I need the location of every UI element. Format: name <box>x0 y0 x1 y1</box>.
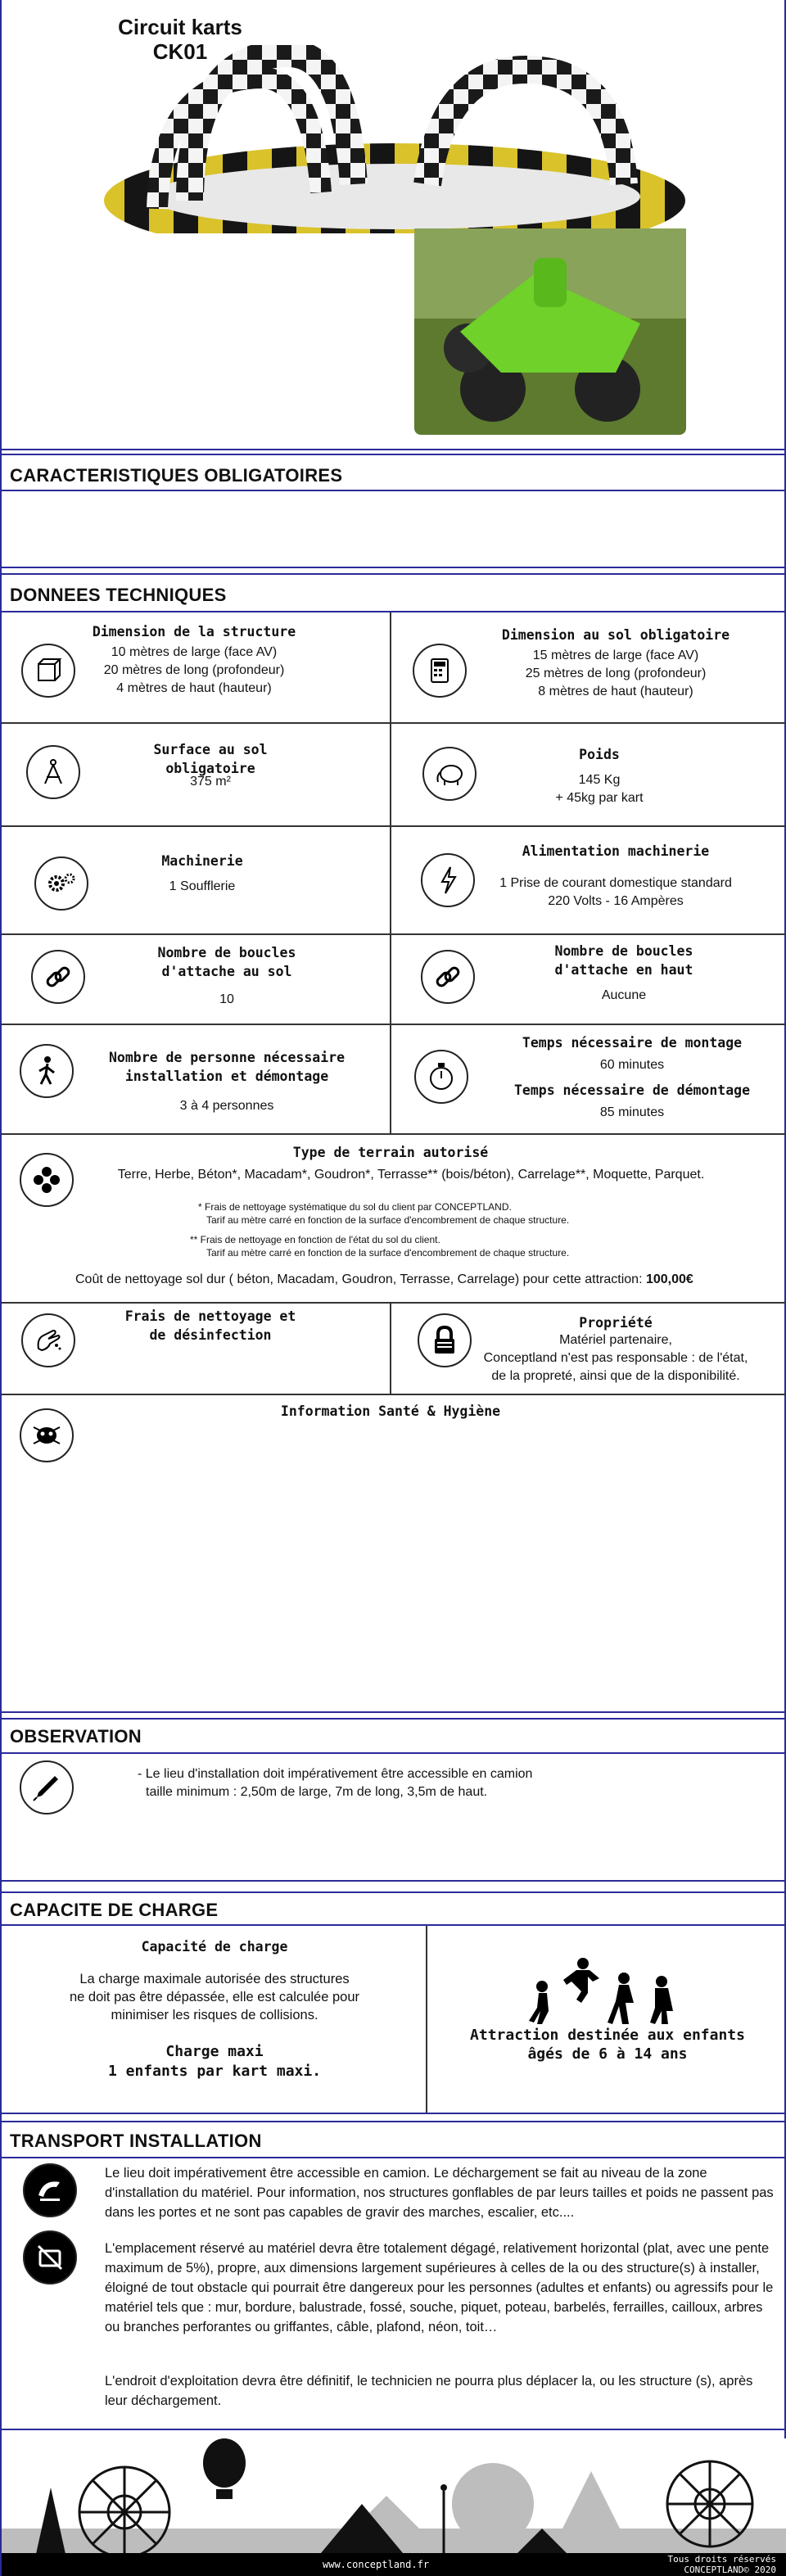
footer-rights-l2: CONCEPTLAND© 2020 <box>684 2565 776 2575</box>
alimentation-title: Alimentation machinerie <box>522 843 710 859</box>
propriete-l2: Conceptland n'est pas responsable : de l'état, <box>483 1351 748 1365</box>
boucles-sol-title-l1: Nombre de boucles <box>157 945 296 960</box>
dimension-sol-text <box>477 647 755 701</box>
alimentation-voltage: 220 Volts - 16 Ampères <box>548 894 684 908</box>
attraction-l2: âgés de 6 à 14 ans <box>527 2045 688 2063</box>
cout-nettoyage <box>75 1272 693 1287</box>
alimentation-text <box>477 874 755 911</box>
montage-value: 60 minutes <box>599 1058 665 1072</box>
dimension-structure-width: 10 mètres de large (face AV) <box>111 645 278 659</box>
capacite-title: Capacité de charge <box>141 1939 288 1955</box>
attraction-age <box>444 2026 771 2063</box>
frais-title-l2: de désinfection <box>149 1327 272 1343</box>
title-line-2: CK01 <box>152 39 208 64</box>
machinerie-value: 1 Soufflerie <box>169 879 236 893</box>
poids-value: 145 Kg <box>578 773 621 787</box>
personnes-title-l2: installation et démontage <box>124 1069 329 1084</box>
footer-url[interactable]: www.conceptland.fr <box>323 2559 430 2570</box>
observation-line-2: taille minimum : 2,50m de large, 7m de long, 3,5m de haut. <box>146 1785 488 1799</box>
surface-title: Surface au sol obligatoire <box>153 742 268 776</box>
capacite-l1: La charge maximale autorisée des structures <box>79 1972 350 1986</box>
dimension-sol-title: Dimension au sol obligatoire <box>501 627 730 643</box>
attraction-l1: Attraction destinée aux enfants <box>470 2027 745 2044</box>
title-line-1: Circuit karts <box>118 15 242 39</box>
dimension-structure-title: Dimension de la structure <box>92 624 296 639</box>
section-title-transport: TRANSPORT INSTALLATION <box>10 2131 262 2151</box>
frais-title-l1: Frais de nettoyage et <box>124 1308 296 1324</box>
alimentation-prise: 1 Prise de courant domestique standard <box>499 876 732 890</box>
boucles-sol-title <box>116 943 337 981</box>
boucles-sol-value: 10 <box>219 992 234 1006</box>
section-title-techniques: DONNEES TECHNIQUES <box>10 585 227 605</box>
boucles-haut-title-l2: d'attache en haut <box>554 962 693 978</box>
dimension-sol-length: 25 mètres de long (profondeur) <box>525 667 707 680</box>
hand-wash-icon <box>21 1313 75 1367</box>
truck-unload-icon <box>23 2163 77 2217</box>
poids-title: Poids <box>579 747 620 762</box>
lightning-icon <box>421 853 475 907</box>
terrain-title: Type de terrain autorisé <box>292 1145 489 1160</box>
virus-icon <box>20 1408 74 1462</box>
terrain-note-2b: Tarif au mètre carré en fonction de la surface d'encombrement de chaque structure. <box>206 1247 570 1259</box>
terrain-text: Terre, Herbe, Béton*, Macadam*, Goudron*, Terrasse** (bois/béton), Carrelage**, Moquette, Parquet. <box>117 1168 705 1182</box>
personnes-value: 3 à 4 personnes <box>179 1099 274 1113</box>
children-playing-icon <box>517 1954 681 2027</box>
compass-icon <box>26 745 80 799</box>
surface-value: 375 m² <box>190 775 231 789</box>
chain-link-icon <box>31 950 85 1004</box>
demontage-value: 85 minutes <box>599 1105 665 1119</box>
boucles-haut-title-l1: Nombre de boucles <box>554 943 693 959</box>
section-title-capacite: CAPACITE DE CHARGE <box>10 1900 219 1920</box>
cube-dimension-icon <box>21 644 75 698</box>
dimension-structure-length: 20 mètres de long (profondeur) <box>103 663 285 677</box>
dimension-sol-height: 8 mètres de haut (hauteur) <box>538 685 693 698</box>
elephant-weight-icon <box>422 747 477 801</box>
transport-paragraph-2: L'emplacement réservé au matériel devra être totalement dégagé, relativement horizontal (plat, avec une pente maximum de 5%), propre, aux dimensions largement supérieures à celles de la ou des structure(s) à installer, éloigné de tout obstacle qui pourrait être dangereux pour les personnes (adultes et enfants) ou agressifs pour le matériel tels que : mur, bordure, balustrade, fossé, souche, piquet, poteau, barbelés, ferrailles, cailloux, arbres ou branches perforantes ou griffantes, câble, plafond, néon, toit… <box>105 2241 774 2334</box>
sante-title: Information Santé & Hygiène <box>280 1403 501 1419</box>
cout-nettoyage-label: Coût de nettoyage sol dur ( béton, Macadam, Goudron, Terrasse, Carrelage) pour cette attraction: <box>75 1272 643 1286</box>
footer-rights <box>668 2554 776 2575</box>
section-title-observation: OBSERVATION <box>10 1726 142 1747</box>
section-title-obligatoires: CARACTERISTIQUES OBLIGATOIRES <box>10 465 343 486</box>
frais-title <box>100 1307 321 1344</box>
capacite-text <box>43 1970 386 2024</box>
capacite-l2: ne doit pas être dépassée, elle est calculée pour <box>69 1990 360 2004</box>
stopwatch-icon <box>414 1050 468 1104</box>
boucles-haut-title <box>509 942 739 979</box>
footer-rights-l1: Tous droits réservés <box>667 2554 776 2565</box>
calculator-icon <box>413 644 467 698</box>
dimension-sol-width: 15 mètres de large (face AV) <box>532 649 699 662</box>
demontage-title: Temps nécessaire de démontage <box>513 1082 751 1098</box>
padlock-icon <box>418 1313 472 1367</box>
no-obstacle-icon <box>23 2230 77 2285</box>
boucles-haut-value: Aucune <box>601 988 647 1002</box>
poids-kart: + 45kg par kart <box>555 791 644 805</box>
terrain-note-1b: Tarif au mètre carré en fonction de la surface d'encombrement de chaque structure. <box>206 1214 570 1226</box>
terrain-note-2a: ** Frais de nettoyage en fonction de l'état du sol du client. <box>190 1234 440 1245</box>
machinerie-title: Machinerie <box>161 853 243 869</box>
dimension-structure-height: 4 mètres de haut (hauteur) <box>116 681 272 695</box>
poids-text <box>493 771 706 807</box>
charge-maxi-title: Charge maxi <box>165 2043 264 2060</box>
cout-nettoyage-value: 100,00€ <box>645 1272 693 1286</box>
observation-line-1: - Le lieu d'installation doit impérativement être accessible en camion <box>138 1767 533 1781</box>
propriete-l3: de la propreté, ainsi que de la disponibilité. <box>491 1369 740 1383</box>
charge-maxi-value: 1 enfants par kart maxi. <box>107 2063 322 2080</box>
gears-icon <box>34 856 88 911</box>
personnes-title <box>92 1048 362 1086</box>
propriete-l1: Matériel partenaire, <box>559 1333 672 1347</box>
pen-icon <box>20 1760 74 1814</box>
boucles-sol-title-l2: d'attache au sol <box>161 964 292 979</box>
propriete-text <box>468 1331 763 1385</box>
transport-paragraph-3: L'endroit d'exploitation devra être définitif, le technicien ne pourra plus déplacer la, ou les structure (s), après leur déchargement. <box>105 2374 753 2408</box>
kart-photo <box>411 225 689 438</box>
terrain-note-1a: * Frais de nettoyage systématique du sol du client par CONCEPTLAND. <box>198 1201 512 1213</box>
footer-bar <box>2 2553 786 2576</box>
montage-title: Temps nécessaire de montage <box>522 1035 743 1051</box>
transport-paragraph-1: Le lieu doit impérativement être accessible en camion. Le déchargement se fait au niveau de la zone d'installation du matériel. Pour information, nos structures gonflables de par leurs tailles et poids ne passent pas dans les portes et ne sont pas capables de gravir des marches, escalier, etc.... <box>105 2166 774 2220</box>
propriete-title: Propriété <box>579 1315 653 1331</box>
capacite-l3: minimiser les risques de collisions. <box>111 2008 318 2022</box>
dimension-structure-text <box>92 644 296 698</box>
walking-person-icon <box>20 1044 74 1098</box>
chain-link-icon-2 <box>421 950 475 1004</box>
personnes-title-l1: Nombre de personne nécessaire <box>108 1050 346 1065</box>
